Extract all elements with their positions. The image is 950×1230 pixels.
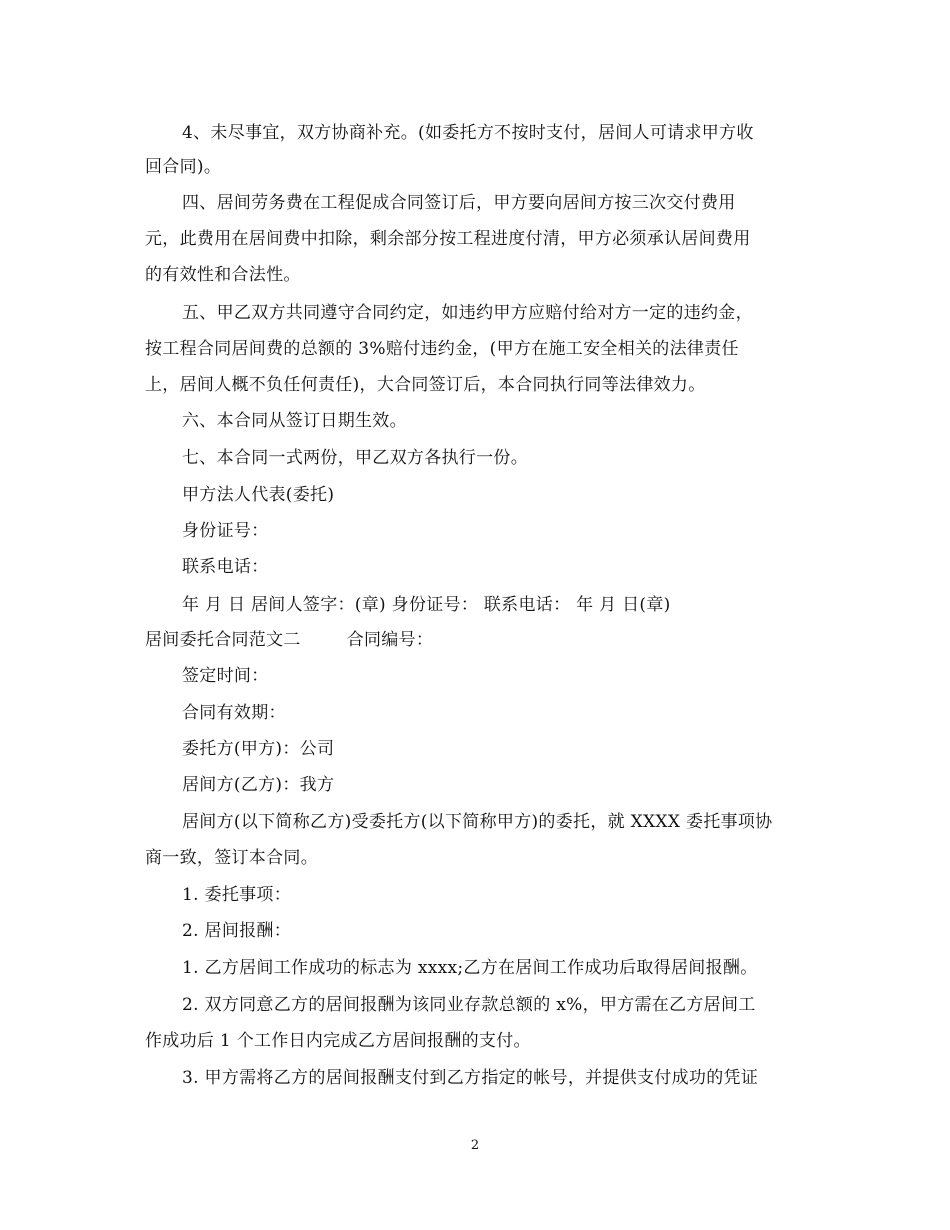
paragraph-line: 回合同)。 <box>145 157 222 177</box>
paragraph-line: 六、本合同从签订日期生效。 <box>182 411 407 431</box>
list-item: 1. 委托事项： <box>182 885 292 905</box>
signature-label: 联系电话： <box>182 557 269 577</box>
paragraph-line: 的有效性和合法性。 <box>145 265 301 285</box>
paragraph-line: 作成功后 1 个工作日内完成乙方居间报酬的支付。 <box>145 1031 531 1051</box>
page-number: 2 <box>470 1138 480 1153</box>
section-heading <box>145 630 433 650</box>
list-item: 2. 居间报酬： <box>182 921 292 941</box>
list-item: 2. 双方同意乙方的居间报酬为该同业存款总额的 x%，甲方需在乙方居间工 <box>182 995 756 1015</box>
signature-line: 年 月 日 居间人签字：(章) 身份证号： 联系电话： 年 月 日(章) <box>182 595 671 615</box>
paragraph-line: 七、本合同一式两份，甲乙双方各执行一份。 <box>182 448 528 468</box>
section-title: 居间委托合同范文二 <box>145 630 301 650</box>
field-label: 合同有效期： <box>182 703 286 723</box>
field-label: 委托方(甲方)：公司 <box>182 739 335 759</box>
contract-number-label: 合同编号： <box>346 630 434 650</box>
paragraph-line: 五、甲乙双方共同遵守合同约定，如违约甲方应赔付给对方一定的违约金， <box>182 303 753 323</box>
paragraph-line: 上，居间人概不负任何责任)，大合同签订后，本合同执行同等法律效力。 <box>145 375 706 395</box>
paragraph-line: 4、未尽事宜，双方协商补充。(如委托方不按时支付，居间人可请求甲方收 <box>182 123 754 143</box>
signature-label: 身份证号： <box>182 521 269 541</box>
list-item: 1. 乙方居间工作成功的标志为 xxxx;乙方在居间工作成功后取得居间报酬。 <box>182 958 758 978</box>
list-item: 3. 甲方需将乙方的居间报酬支付到乙方指定的帐号，并提供支付成功的凭证 <box>182 1068 759 1088</box>
paragraph-line: 商一致，签订本合同。 <box>145 848 318 868</box>
paragraph-line: 元，此费用在居间费中扣除，剩余部分按工程进度付清，甲方必须承认居间费用 <box>145 229 751 249</box>
paragraph-line: 居间方(以下简称乙方)受委托方(以下简称甲方)的委托，就 XXXX 委托事项协 <box>182 812 773 832</box>
signature-label: 甲方法人代表(委托) <box>182 485 335 505</box>
field-label: 居间方(乙方)：我方 <box>182 775 335 795</box>
field-label: 签定时间： <box>182 666 269 686</box>
paragraph-line: 按工程合同居间费的总额的 3%赔付违约金，(甲方在施工安全相关的法律责任 <box>145 339 739 359</box>
paragraph-line: 四、居间劳务费在工程促成合同签订后，甲方要向居间方按三次交付费用 <box>182 193 736 213</box>
